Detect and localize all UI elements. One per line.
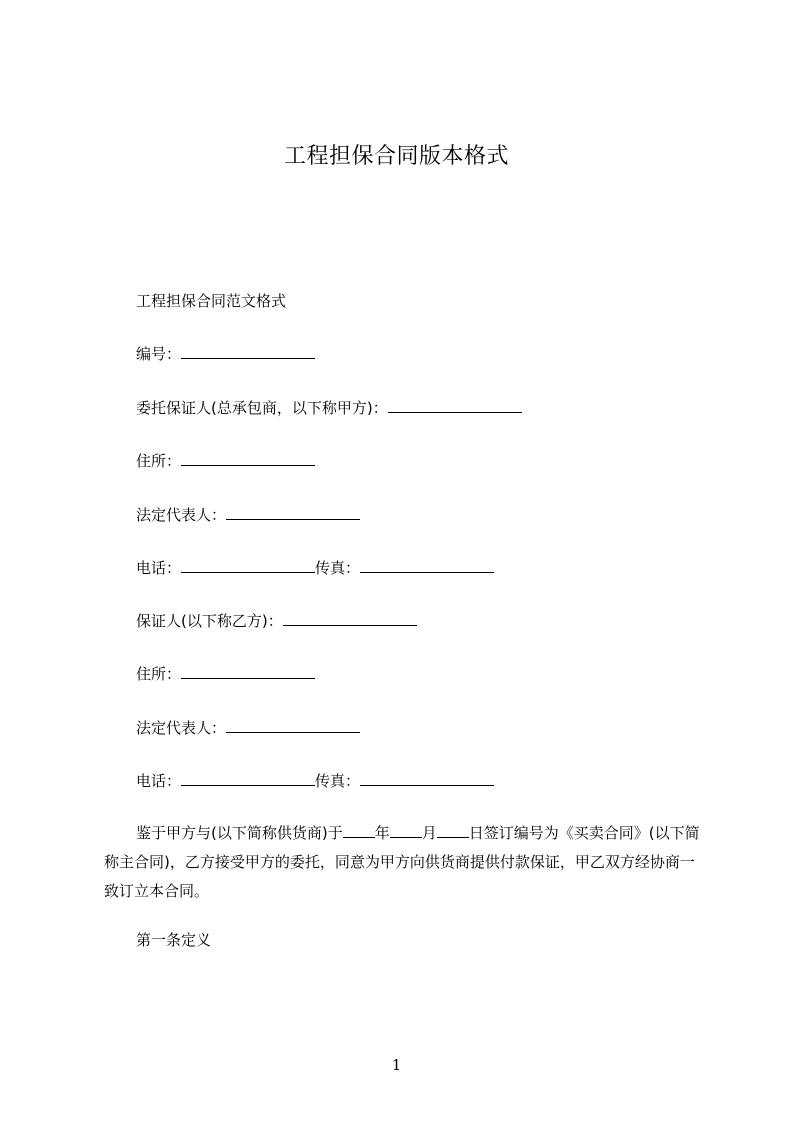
legal-rep2-label: 法定代表人： <box>136 719 227 737</box>
address2-line <box>136 664 315 684</box>
principal-label: 委托保证人(总承包商，以下称甲方)： <box>136 399 388 417</box>
fax1-label: 传真： <box>315 559 361 577</box>
address1-line <box>136 451 315 471</box>
number-blank <box>181 344 315 359</box>
address1-label: 住所： <box>136 452 182 470</box>
legal-rep1-label: 法定代表人： <box>136 506 227 524</box>
principal-line <box>136 398 522 418</box>
legal-rep1-blank <box>226 505 360 520</box>
phone-fax1-line <box>136 558 494 578</box>
phone2-label: 电话： <box>136 772 182 790</box>
address2-blank <box>181 664 315 679</box>
document-subtitle: 工程担保合同范文格式 <box>136 292 287 310</box>
document-title: 工程担保合同版本格式 <box>283 144 509 169</box>
fax1-blank <box>360 558 494 573</box>
year-label: 年 <box>374 824 390 842</box>
principal-blank <box>388 398 522 413</box>
legal-rep2-line <box>136 718 360 738</box>
guarantor-blank <box>283 611 417 626</box>
guarantor-label: 保证人(以下称乙方)： <box>136 612 283 630</box>
fax2-label: 传真： <box>315 772 361 790</box>
number-label: 编号： <box>136 345 182 363</box>
address1-blank <box>181 451 315 466</box>
preamble-part1: 鉴于甲方与(以下简称供货商)于 <box>136 824 343 842</box>
year-blank <box>343 823 375 838</box>
phone2-blank <box>181 771 315 786</box>
fax2-blank <box>360 771 494 786</box>
month-blank <box>390 823 422 838</box>
article-1-heading: 第一条定义 <box>136 931 212 949</box>
preamble-paragraph <box>104 819 700 906</box>
guarantor-line <box>136 611 417 631</box>
preamble-part2: 日签订编号为《买卖合同》(以下简称主合同)，乙方接受甲方的委托，同意为甲方向供货商提供付款保证，甲乙双方经协商一致订立本合同。 <box>104 824 700 900</box>
legal-rep2-blank <box>226 718 360 733</box>
legal-rep1-line <box>136 505 360 525</box>
phone1-label: 电话： <box>136 559 182 577</box>
day-blank <box>437 823 469 838</box>
phone1-blank <box>181 558 315 573</box>
number-line <box>136 344 315 364</box>
phone-fax2-line <box>136 771 494 791</box>
page-number: 1 <box>391 1056 402 1074</box>
month-label: 月 <box>421 824 437 842</box>
address2-label: 住所： <box>136 665 182 683</box>
